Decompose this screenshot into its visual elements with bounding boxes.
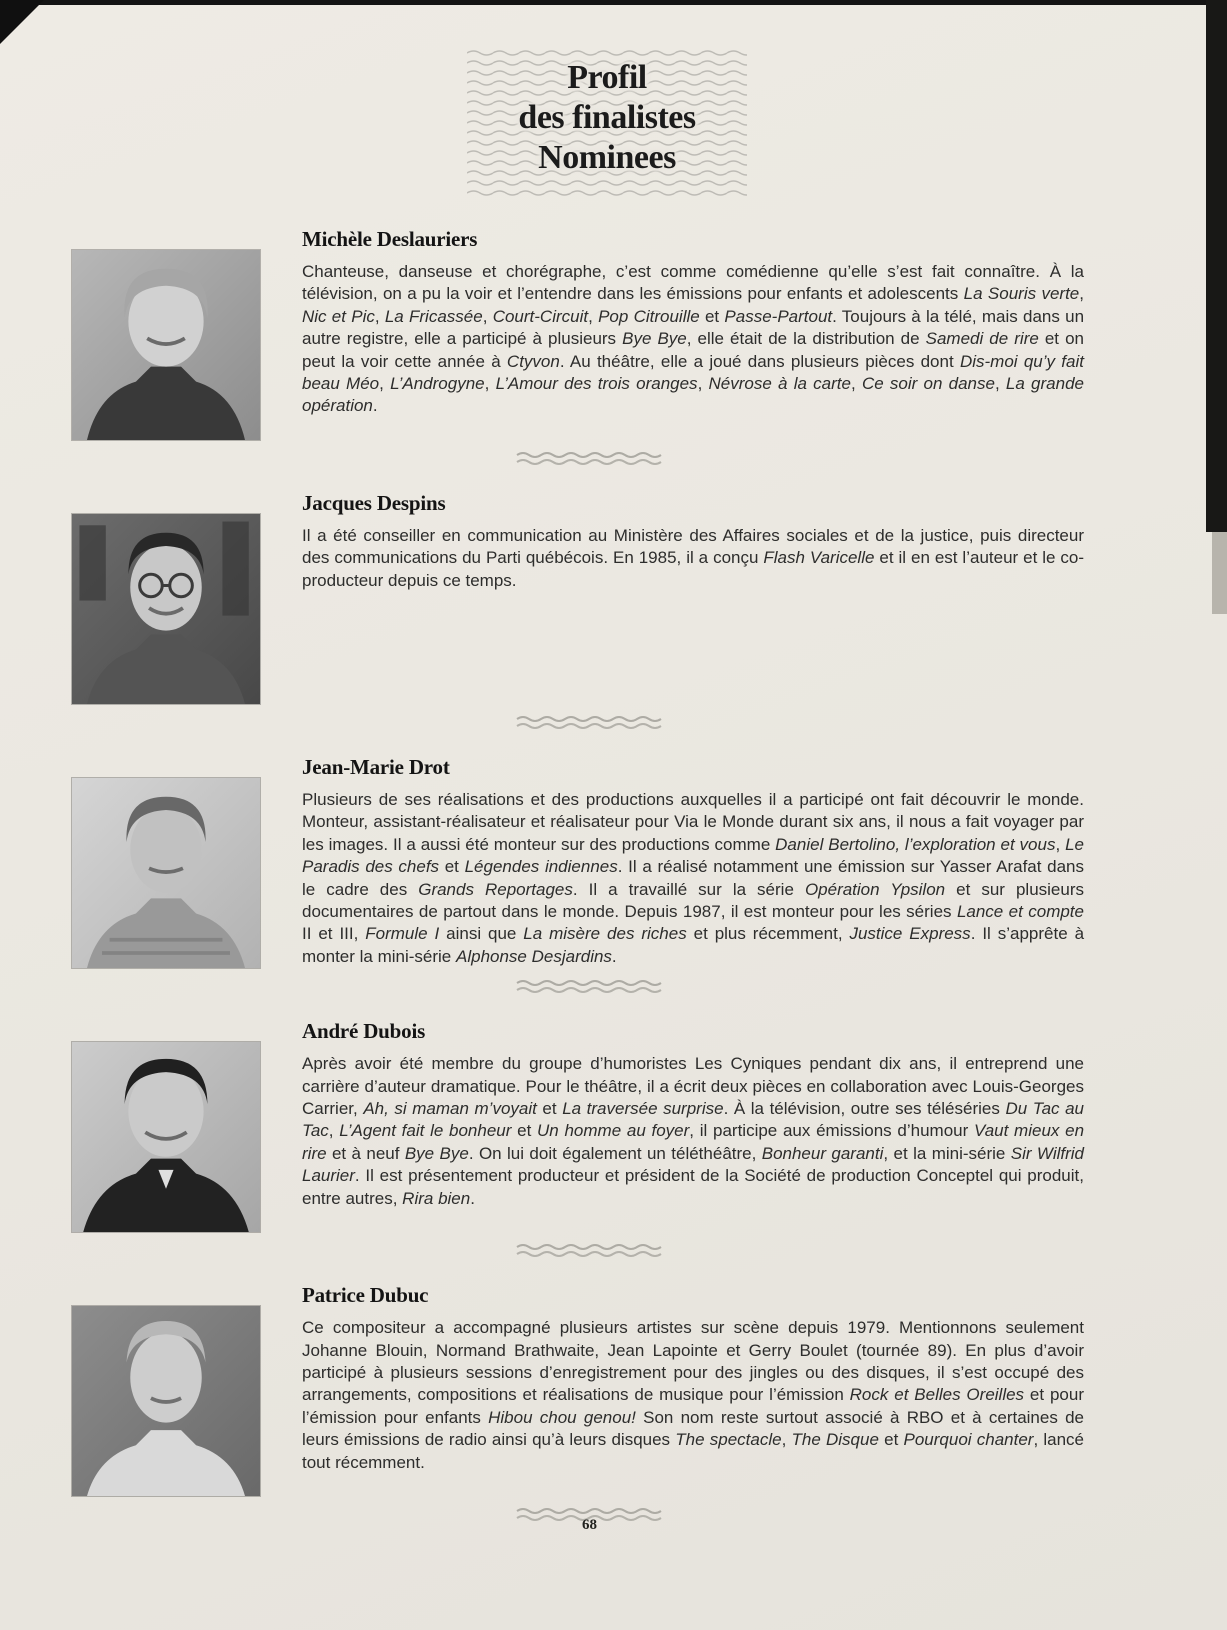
profile-andre-dubois: [72, 1018, 1107, 1232]
profile-patrice-dubuc: [72, 1282, 1107, 1496]
wavy-divider: [515, 979, 665, 997]
person-name: Jean-Marie Drot: [302, 755, 450, 779]
scan-smudge-right: [1212, 532, 1227, 614]
portrait-andre-dubois: [72, 1042, 260, 1232]
page-title-line-1: Profil: [567, 59, 647, 96]
portrait-jacques-despins: [72, 514, 260, 704]
person-name: Michèle Deslauriers: [302, 227, 478, 251]
wavy-divider: [515, 715, 665, 733]
person-bio: Il a été conseiller en communication au Ministère des Affaires sociales et de la justice, puis directeur des communications du Parti québécois. En 1985, il a conçu Flash Varicelle et il en est l’auteur et le co-producteur depuis ce temps.: [302, 526, 1085, 590]
profile-jacques-despins: [72, 490, 1107, 704]
person-name: Jacques Despins: [302, 491, 446, 515]
portrait-patrice-dubuc: [72, 1306, 260, 1496]
scan-corner-top-left: [0, 0, 44, 44]
wavy-divider: [515, 1243, 665, 1261]
page-number: 68: [582, 1517, 597, 1533]
portrait-michele-deslauriers: [72, 250, 260, 440]
profiles-list: [72, 226, 1107, 1546]
person-name: Patrice Dubuc: [302, 1283, 429, 1308]
scan-edge-right: [1206, 0, 1227, 532]
page-title-line-3: Nominees: [538, 139, 676, 176]
person-bio: Chanteuse, danseuse et chorégraphe, c’est comme comédienne qu’elle s’est fait connaître. À la télévision, on a pu la voir et l’entendre dans les émissions pour enfants et adolescents La Souris verte, Nic et Pic, La Fricassée, Court-Circuit, Pop Citrouille et Passe-Partout. Toujours à la télé, mais dans un autre registre, elle a participé à plusieurs Bye Bye, elle était de la distribution de Samedi de rire et on peut la voir cette année à Ctyvon. Au théâtre, elle a joué dans plusieurs pièces dont Dis-moi qu’y fait beau Méo, L’Androgyne, L’Amour des trois oranges, Névrose à la carte, Ce soir on danse, La grande opération.: [302, 262, 1085, 416]
person-bio: Ce compositeur a accompagné plusieurs artistes sur scène depuis 1979. Mentionnons seulement Johanne Blouin, Normand Brathwaite, Jean Lapointe et Gerry Boulet (tournée 89). En plus d’avoir participé à plusieurs sessions d’enregistrement pour des jingles ou des disques, il s’est occupé des arrangements, compositions et réalisations de musique pour l’émission Rock et Belles Oreilles et pour l’émission pour enfants Hibou chou genou! Son nom reste surtout associé à RBO et à certaines de leurs émissions de radio ainsi qu’à leurs disques The spectacle, The Disque et Pourquoi chanter, lancé tout récemment.: [302, 1318, 1085, 1472]
page-title: [467, 48, 747, 178]
profile-michele-deslauriers: [72, 226, 1107, 440]
wavy-divider: [515, 451, 665, 469]
scan-edge-top: [0, 0, 1227, 5]
person-bio: Après avoir été membre du groupe d’humoristes Les Cyniques pendant dix ans, il entreprend une carrière d’auteur dramatique. Pour le théâtre, il a écrit deux pièces en collaboration avec Louis-Georges Carrier, Ah, si maman m’voyait et La traversée surprise. À la télévision, outre ses téléséries Du Tac au Tac, L’Agent fait le bonheur et Un homme au foyer, il participe aux émissions d’humour Vaut mieux en rire et à neuf Bye Bye. On lui doit également un téléthéâtre, Bonheur garanti, et la mini-série Sir Wilfrid Laurier. Il est présentement producteur et président de la Société de production Conceptel qui produit, entre autres, Rira bien.: [302, 1054, 1085, 1208]
page-title-block: [467, 48, 747, 198]
profile-jean-marie-drot: [72, 754, 1107, 968]
page-title-line-2: des finalistes: [518, 99, 696, 136]
person-bio: Plusieurs de ses réalisations et des productions auxquelles il a participé ont fait découvrir le monde. Monteur, assistant-réalisateur et réalisateur pour Via le Monde durant six ans, il nous a fait voyager par les images. Il a aussi été monteur sur des productions comme Daniel Bertolino, l’exploration et vous, Le Paradis des chefs et Légendes indiennes. Il a réalisé notamment une émission sur Yasser Arafat dans le cadre des Grands Reportages. Il a travaillé sur la série Opération Ypsilon et sur plusieurs documentaires de partout dans le monde. Depuis 1987, il est monteur pour les séries Lance et compte II et III, Formule I ainsi que La misère des riches et plus récemment, Justice Express. Il s’apprête à monter la mini-série Alphonse Desjardins.: [302, 790, 1085, 966]
portrait-jean-marie-drot: [72, 778, 260, 968]
person-name: André Dubois: [302, 1019, 426, 1044]
